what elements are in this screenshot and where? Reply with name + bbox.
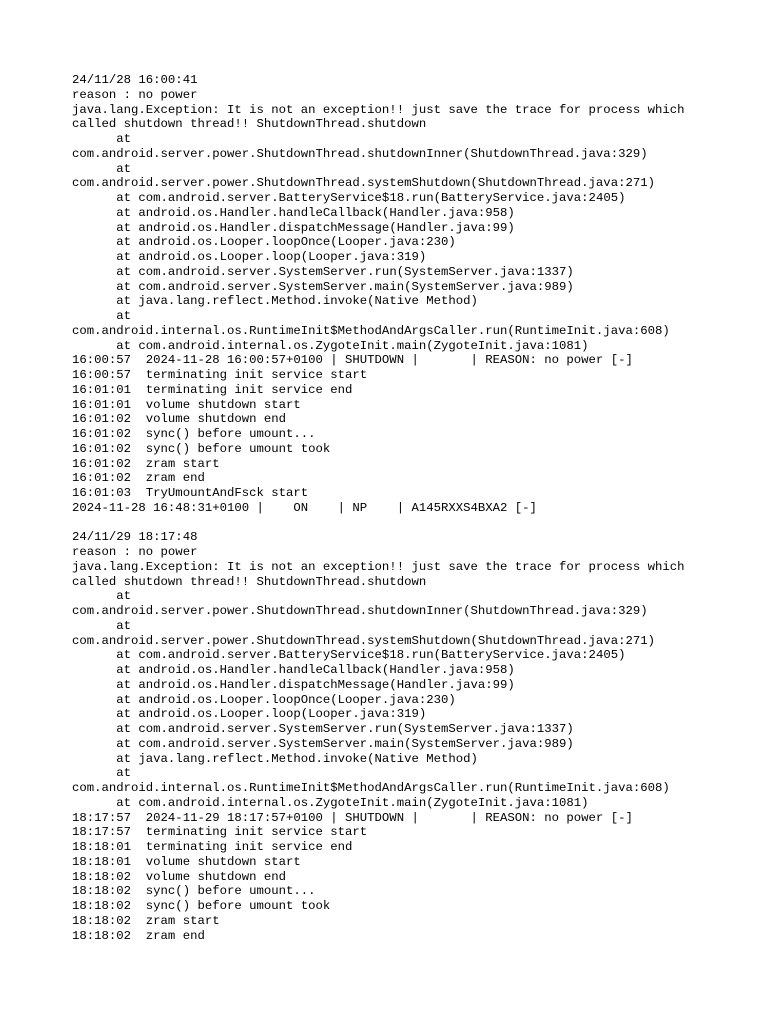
log-line: 16:01:02 zram start bbox=[72, 456, 220, 471]
log-line: at android.os.Handler.dispatchMessage(Handler.java:99) bbox=[72, 677, 515, 692]
log-line: 18:17:57 2024-11-29 18:17:57+0100 | SHUTDOWN | | REASON: no power [-] bbox=[72, 810, 633, 825]
log-line: 16:00:57 terminating init service start bbox=[72, 368, 368, 382]
log-line: at bbox=[72, 309, 132, 323]
log-line: 16:01:02 volume shutdown end bbox=[72, 412, 287, 427]
log-line: at java.lang.reflect.Method.invoke(Native Method) bbox=[72, 294, 478, 309]
log-line: 18:18:01 volume shutdown start bbox=[72, 854, 301, 869]
log-line: 18:17:57 terminating init service start bbox=[72, 825, 368, 840]
log-line: at java.lang.reflect.Method.invoke(Native Method) bbox=[72, 751, 478, 766]
log-line: 18:18:02 sync() before umount took bbox=[72, 899, 331, 913]
log-line: com.android.internal.os.RuntimeInit$MethodAndArgsCaller.run(RuntimeInit.java:608) bbox=[72, 323, 670, 338]
log-entry bbox=[72, 530, 762, 943]
log-line: 16:01:01 terminating init service end bbox=[72, 382, 353, 397]
log-line: com.android.server.power.ShutdownThread.systemShutdown(ShutdownThread.java:271) bbox=[72, 176, 655, 191]
log-line: called shutdown thread!! ShutdownThread.shutdown bbox=[72, 117, 427, 132]
log-line: at android.os.Looper.loop(Looper.java:319) bbox=[72, 707, 427, 722]
log-line: 16:01:03 TryUmountAndFsck start bbox=[72, 486, 309, 500]
log-line: 18:18:02 volume shutdown end bbox=[72, 869, 287, 884]
log-line: at com.android.server.BatteryService$18.run(BatteryService.java:2405) bbox=[72, 191, 626, 205]
log-line: 18:18:02 sync() before umount... bbox=[72, 884, 316, 899]
log-line: 18:18:02 zram start bbox=[72, 913, 220, 928]
log-line: 18:18:01 terminating init service end bbox=[72, 840, 353, 854]
log-line: 2024-11-28 16:48:31+0100 | ON | NP | A145RXXS4BXA2 [-] bbox=[72, 500, 537, 515]
log-line: called shutdown thread!! ShutdownThread.shutdown bbox=[72, 574, 427, 589]
log-line: at bbox=[72, 132, 132, 146]
log-line: at com.android.server.SystemServer.run(SystemServer.java:1337) bbox=[72, 264, 574, 279]
log-line: reason : no power bbox=[72, 545, 198, 559]
log-line: at com.android.internal.os.ZygoteInit.main(ZygoteInit.java:1081) bbox=[72, 795, 589, 810]
log-line: at com.android.server.SystemServer.main(SystemServer.java:989) bbox=[72, 736, 574, 751]
log-document bbox=[72, 73, 762, 943]
log-line: java.lang.Exception: It is not an exception!! just save the trace for process which bbox=[72, 559, 685, 574]
log-line: at android.os.Handler.handleCallback(Handler.java:958) bbox=[72, 205, 515, 220]
log-line: com.android.internal.os.RuntimeInit$MethodAndArgsCaller.run(RuntimeInit.java:608) bbox=[72, 781, 670, 795]
log-line: 16:01:02 zram end bbox=[72, 471, 205, 486]
log-line: at android.os.Looper.loopOnce(Looper.java:230) bbox=[72, 235, 456, 250]
log-line: 16:00:57 2024-11-28 16:00:57+0100 | SHUTDOWN | | REASON: no power [-] bbox=[72, 353, 633, 368]
log-line: com.android.server.power.ShutdownThread.shutdownInner(ShutdownThread.java:329) bbox=[72, 146, 648, 161]
log-line: reason : no power bbox=[72, 87, 198, 102]
log-line: java.lang.Exception: It is not an exception!! just save the trace for process which bbox=[72, 102, 685, 117]
log-line: at bbox=[72, 589, 132, 604]
log-line: at bbox=[72, 161, 132, 176]
log-line: at com.android.server.SystemServer.run(SystemServer.java:1337) bbox=[72, 722, 574, 736]
log-line: at android.os.Looper.loopOnce(Looper.java:230) bbox=[72, 692, 456, 707]
log-entry bbox=[72, 73, 762, 516]
log-line: at bbox=[72, 766, 132, 781]
log-line: at android.os.Handler.dispatchMessage(Handler.java:99) bbox=[72, 220, 515, 235]
log-line: at android.os.Looper.loop(Looper.java:319) bbox=[72, 250, 427, 264]
log-line: 24/11/29 18:17:48 bbox=[72, 530, 198, 545]
log-line: at android.os.Handler.handleCallback(Handler.java:958) bbox=[72, 663, 515, 677]
log-line: at com.android.server.BatteryService$18.run(BatteryService.java:2405) bbox=[72, 648, 626, 663]
log-line: 16:01:01 volume shutdown start bbox=[72, 397, 301, 412]
log-line: 18:18:02 zram end bbox=[72, 928, 205, 943]
log-line: at com.android.server.SystemServer.main(SystemServer.java:989) bbox=[72, 279, 574, 294]
log-line: 16:01:02 sync() before umount... bbox=[72, 427, 316, 441]
log-line: at bbox=[72, 618, 132, 633]
log-line: com.android.server.power.ShutdownThread.systemShutdown(ShutdownThread.java:271) bbox=[72, 633, 655, 648]
log-line: 24/11/28 16:00:41 bbox=[72, 73, 198, 87]
log-line: com.android.server.power.ShutdownThread.shutdownInner(ShutdownThread.java:329) bbox=[72, 604, 648, 618]
log-line: at com.android.internal.os.ZygoteInit.main(ZygoteInit.java:1081) bbox=[72, 338, 589, 353]
log-line: 16:01:02 sync() before umount took bbox=[72, 441, 331, 456]
